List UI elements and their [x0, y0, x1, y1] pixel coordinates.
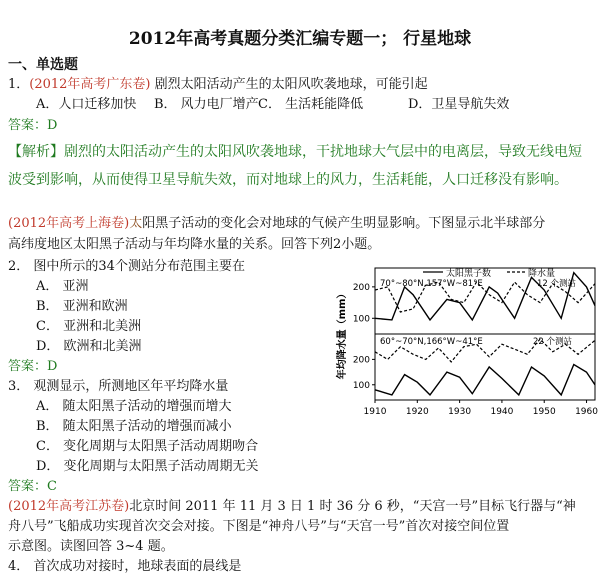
y-axis-label: 年均降水量（mm） — [337, 288, 348, 380]
shanghai-first-char: 太 — [129, 216, 143, 231]
section-heading: 一、单选题 — [8, 57, 78, 73]
q1-text: 剧烈太阳活动产生的太阳风吹袭地球，可能引起 — [154, 77, 428, 92]
x-tick-label: 1960 — [575, 407, 598, 417]
q2-option-d: D． 欧洲和北美洲 — [36, 339, 142, 354]
q2-option-a: A． 亚洲 — [36, 279, 89, 294]
document-title: 2012年高考真题分类汇编专题一； 行星地球 — [128, 29, 472, 49]
q3-option-c: C． 变化周期与太阳黑子活动周期吻合 — [36, 439, 259, 454]
q1-options — [36, 96, 509, 114]
sunspot-precipitation-chart — [335, 262, 600, 427]
panel-region-label: 60°~70°N,166°W~41°E — [380, 337, 483, 347]
q1-answer: 答案：D — [8, 118, 58, 133]
jiangsu-intro-text: 北京时间 2011 年 11 月 3 日 1 时 36 分 6 秒，“天宫一号”目标飞行器与“神 — [129, 499, 576, 514]
shanghai-intro-line1 — [8, 215, 545, 233]
q1-number: 1． — [8, 77, 30, 92]
shanghai-source: (2012年高考上海卷) — [8, 216, 130, 231]
q3-option-b: B． 随太阳黑子活动的增强而减小 — [36, 419, 232, 434]
x-tick-label: 1950 — [532, 407, 556, 417]
legend-sunspot-label: 太阳黑子数 — [446, 269, 492, 279]
q2-option-b: B． 亚洲和欧洲 — [36, 299, 128, 314]
q1-source: (2012年高考广东卷) — [29, 77, 151, 92]
jiangsu-intro-line3: 示意图。读图回答 3~4 题。 — [8, 539, 174, 554]
q2-option-c: C． 亚洲和北美洲 — [36, 319, 142, 334]
y-tick-label: 200 — [352, 282, 370, 293]
y-tick-label: 100 — [352, 380, 370, 391]
q1-option-d: D．卫星导航失效 — [408, 97, 510, 112]
jiangsu-intro-line2: 舟八号”飞船成功实现首次交会对接。下图是“神舟八号”与“天宫一号”首次对接空间位置 — [8, 519, 510, 534]
q3-option-a: A． 随太阳黑子活动的增强而增大 — [36, 399, 232, 414]
q3-answer: 答案：C — [8, 479, 57, 494]
series-sunspot-line — [375, 365, 595, 395]
x-tick-label: 1920 — [405, 407, 429, 417]
q3-stem: 3． 观测显示，所测地区年平均降水量 — [8, 379, 229, 394]
q2-answer: 答案：D — [8, 359, 58, 374]
q4-stem: 4． 首次成功对接时，地球表面的晨线是 — [8, 559, 242, 574]
jiangsu-source: (2012年高考江苏卷) — [8, 499, 130, 514]
panel-region-label: 70°~80°N,157°W~81°E — [380, 279, 483, 289]
y-tick-label: 200 — [352, 355, 370, 366]
x-tick-label: 1940 — [490, 407, 514, 417]
q1-option-b: B． 风力电厂增产 — [154, 97, 259, 112]
y-tick-label: 100 — [352, 314, 370, 325]
jiangsu-intro-line1 — [8, 498, 576, 516]
q3-option-d: D． 变化周期与太阳黑子活动周期无关 — [36, 459, 259, 474]
q2-stem: 2． 图中所示的34个测站分布范围主要在 — [8, 259, 245, 274]
q1-option-c: C． 生活耗能降低 — [258, 97, 364, 112]
q1-option-a: A．人口迁移加快 — [36, 97, 137, 112]
x-tick-label: 1930 — [448, 407, 472, 417]
legend-precip-label: 降水量 — [528, 269, 556, 279]
q1-explanation-line2: 波受到影响，从而使得卫星导航失效，而对地球上的风力，生活耗能，人口迁移没有影响。 — [8, 172, 568, 188]
panel-station-count: 22 个测站 — [533, 337, 573, 347]
panel-station-count: 12 个测站 — [537, 279, 577, 289]
q1-stem — [8, 76, 428, 94]
shanghai-intro-line2: 高纬度地区太阳黑子活动与年均降水量的关系。回答下列2小题。 — [8, 237, 381, 252]
q1-explanation-line1: 【解析】剧烈的太阳活动产生的太阳风吹袭地球，干扰地球大气层中的电离层，导致无线电短 — [8, 144, 582, 160]
shanghai-intro-text: 阳黑子活动的变化会对地球的气候产生明显影响。下图显示北半球部分 — [142, 216, 546, 231]
x-tick-label: 1910 — [363, 407, 387, 417]
